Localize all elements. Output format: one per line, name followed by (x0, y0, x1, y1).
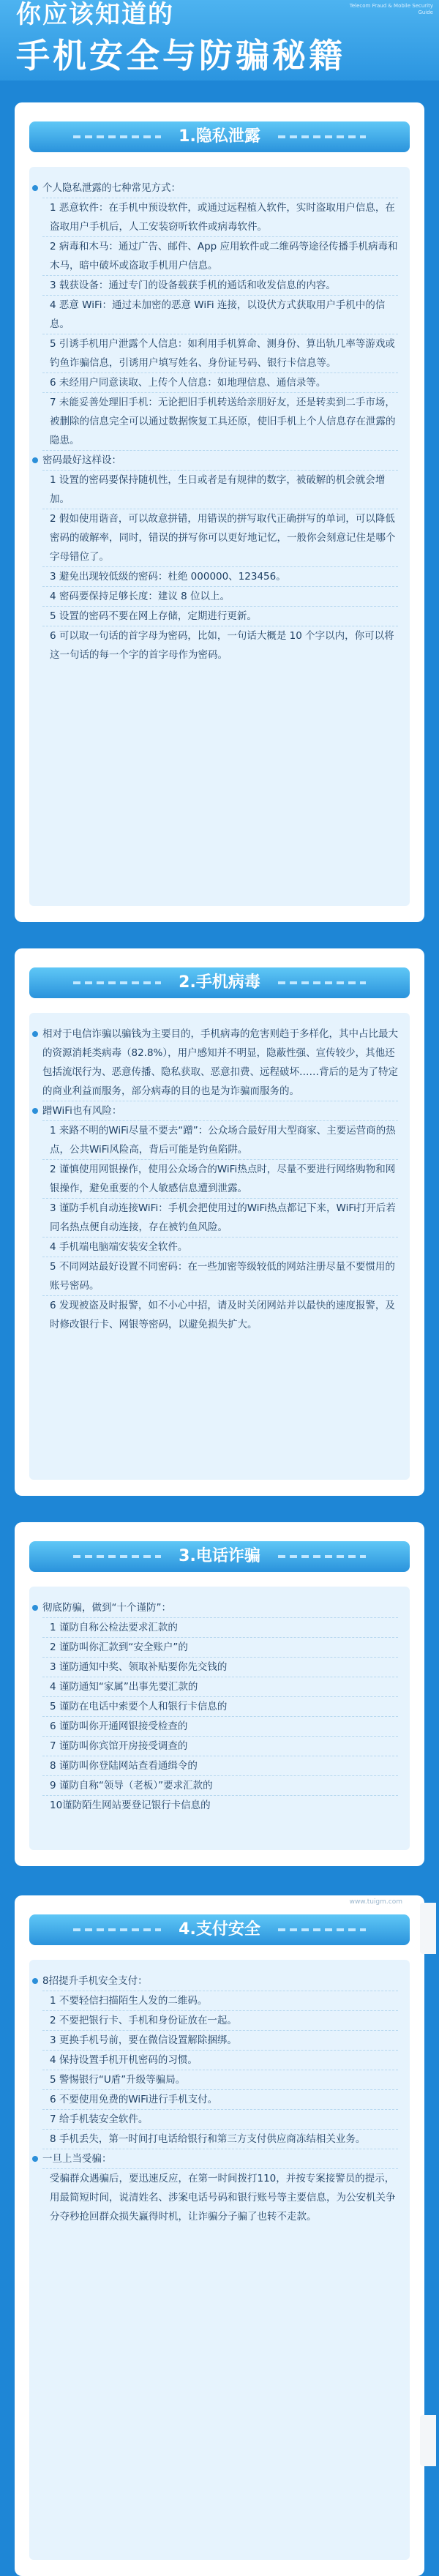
title-decoration (278, 1555, 366, 1558)
list-item: 1 谨防自称公检法要求汇款的 (42, 1618, 398, 1638)
list-item: 4 恶意 WiFi：通过未加密的恶意 WiFi 连接，以设伏方式获取用户手机中的信息。 (42, 296, 398, 334)
list-item: 6 可以取一句话的首字母为密码，比如，一句话大概是 10 个字以内，你可以将这一句话的每一个字的首字母作为密码。 (50, 630, 394, 661)
title-decoration (278, 1928, 366, 1931)
list-item: 7 未能妥善处理旧手机：无论把旧手机转送给亲朋好友，还是转卖到二手市场，被删除的信息完全可以通过数据恢复工具还原，使旧手机上个人信息存在泄露的隐患。 (42, 393, 398, 451)
header-kicker: 你应该知道的 (16, 0, 174, 29)
list-item: 7 谨防叫你宾馆开房接受调查的 (42, 1737, 398, 1756)
side-tab (420, 1903, 436, 1954)
list-item: 4 谨防通知“家属”出事先要汇款的 (42, 1677, 398, 1697)
section-title: 4.支付安全 (179, 1920, 260, 1939)
list-item: 5 谨防在电话中索要个人和银行卡信息的 (42, 1697, 398, 1717)
section-payment-security (15, 1895, 424, 2576)
title-decoration (73, 981, 161, 984)
section-panel (29, 167, 410, 906)
section-heading-bullet: 彻底防骗，做到“十个谨防”： (42, 1598, 398, 1618)
page-title: 手机安全与防骗秘籍 (16, 36, 345, 75)
section-content (42, 1598, 398, 1815)
list-item: 6 谨防叫你开通网银接受检查的 (42, 1717, 398, 1737)
watermark: www.tuigm.com (349, 1898, 402, 1906)
section-heading-bullet: 相对于电信诈骗以骗钱为主要目的，手机病毒的危害则趋于多样化，其中占比最大的资源消耗类病毒（82.8%），用户感知并不明显，隐蔽性强、宣传较少，其他还包括流氓行为、恶意传播、隐私获取、恶意扣费、远程破坏……背后的是为了特定的商业利益而服务，部分病毒的目的也是为诈骗而服务的。 (42, 1025, 398, 1101)
page-header (0, 0, 439, 80)
list-item: 5 引诱手机用户泄露个人信息：如利用手机算命、测身份、算出轨几率等游戏或钓鱼诈骗信息，引诱用户填写姓名、身份证号码、银行卡信息等。 (42, 334, 398, 373)
list-item: 4 保持设置手机开机密码的习惯。 (42, 2051, 398, 2070)
section-title-bar (29, 121, 410, 152)
section-heading-bullet: 蹭WiFi也有风险： (42, 1101, 398, 1121)
title-decoration (278, 135, 366, 138)
section-phone-fraud (15, 1522, 424, 1866)
section-panel (29, 1013, 410, 1480)
list-item: 1 设置的密码要保持随机性，生日或者是有规律的数字，被破解的机会就会增加。 (42, 471, 398, 509)
section-heading-bullet: 个人隐私泄露的七种常见方式： (42, 179, 398, 198)
section-content (42, 1972, 398, 2226)
section-content (42, 1025, 398, 1334)
list-item: 3 更换手机号前，要在微信设置解除捆绑。 (42, 2031, 398, 2051)
list-item: 1 来路不明的WiFi尽量不要去“蹭”：公众场合最好用大型商家、主要运营商的热点，公共WiFi风险高，背后可能是钓鱼陷阱。 (42, 1121, 398, 1160)
title-decoration (278, 981, 366, 984)
title-decoration (73, 1928, 161, 1931)
title-decoration (73, 1555, 161, 1558)
list-item: 2 谨防叫你汇款到“安全账户”的 (42, 1638, 398, 1658)
section-phone-virus (15, 948, 424, 1496)
section-content (42, 179, 398, 664)
side-tab (420, 2415, 436, 2466)
list-item: 8 谨防叫你登陆网站查看通缉令的 (42, 1756, 398, 1776)
section-privacy-leak (15, 102, 424, 922)
list-item: 4 密码要保持足够长度：建议 8 位以上。 (42, 587, 398, 607)
section-heading-bullet: 一旦上当受骗： (42, 2149, 398, 2169)
list-item: 5 警惕银行“U盾”升级等骗局。 (42, 2070, 398, 2090)
section-title-bar (29, 1541, 410, 1572)
list-item: 1 恶意软件：在手机中预设软件，或通过远程植入软件，实时盗取用户信息，在盗取用户手机后，人工安装窃听软件或病毒软件。 (42, 198, 398, 237)
section-title: 2.手机病毒 (179, 973, 260, 992)
list-item: 2 假如使用谐音，可以故意拼错，用错误的拼写取代正确拼写的单词，可以降低密码的破解率，同时，错误的拼写你可以更好地记忆，一般你会刻意记住是哪个字母错位了。 (42, 509, 398, 567)
list-item: 4 手机端电脑端安装安全软件。 (42, 1238, 398, 1257)
list-item: 2 不要把银行卡、手机和身份证放在一起。 (42, 2011, 398, 2031)
section-heading-bullet: 密码最好这样设： (42, 451, 398, 471)
section-panel (29, 1960, 410, 2560)
list-item: 9 谨防自称“领导（老板）”要求汇款的 (42, 1776, 398, 1796)
list-item: 8 手机丢失，第一时间打电话给银行和第三方支付供应商冻结相关业务。 (42, 2130, 398, 2149)
header-corner-note: Telecom Fraud & Mobile Security Guide (349, 3, 433, 15)
list-item: 7 给手机装安全软件。 (42, 2110, 398, 2130)
list-item: 10谨防陌生网站要登记银行卡信息的 (50, 1800, 211, 1811)
title-decoration (73, 135, 161, 138)
section-panel (29, 1587, 410, 1850)
list-item: 6 未经用户同意读取、上传个人信息：如地理信息、通信录等。 (42, 373, 398, 393)
list-item: 5 不同网站最好设置不同密码：在一些加密等级较低的网站注册尽量不要惯用的账号密码。 (42, 1257, 398, 1296)
list-item: 6 不要使用免费的WiFi进行手机支付。 (42, 2090, 398, 2110)
section-heading-bullet: 8招提升手机安全支付： (42, 1972, 398, 1991)
list-item: 6 发现被盗及时报警，如不小心中招，请及时关闭网站并以最快的速度报警，及时修改银行卡、网银等密码，以避免损失扩大。 (50, 1300, 395, 1330)
section-title: 1.隐私泄露 (179, 127, 260, 146)
list-item: 3 载获设备：通过专门的设备载获手机的通话和收发信息的内容。 (42, 276, 398, 296)
section-title-bar (29, 967, 410, 998)
list-item: 2 病毒和木马：通过广告、邮件、App 应用软件或二维码等途径传播手机病毒和木马，暗中破坏或盗取手机用户信息。 (42, 237, 398, 276)
list-item: 3 谨防手机自动连接WiFi：手机会把使用过的WiFi热点都记下来，WiFi打开后若同名热点便自动连接，存在被钓鱼风险。 (42, 1199, 398, 1238)
list-item: 3 避免出现较低级的密码：杜绝 000000、123456。 (42, 567, 398, 587)
list-item: 受骗群众遇骗后，要迅速反应，在第一时间拨打110，并按专案接警员的提示，用最简短时间，说清姓名、涉案电话号码和银行账号等主要信息，为公安机关争分夺秒抢回群众损失赢得时机，让诈骗分子骗了也转不走款。 (50, 2173, 396, 2223)
section-title-bar (29, 1914, 410, 1945)
list-item: 1 不要轻信扫描陌生人发的二维码。 (42, 1991, 398, 2011)
list-item: 2 谨慎使用网银操作，使用公众场合的WiFi热点时，尽量不要进行网络购物和网银操作，避免重要的个人敏感信息遭到泄露。 (42, 1160, 398, 1199)
list-item: 5 设置的密码不要在网上存储，定期进行更新。 (42, 607, 398, 626)
list-item: 3 谨防通知中奖、领取补贴要你先交钱的 (42, 1658, 398, 1677)
section-title: 3.电话诈骗 (179, 1547, 260, 1565)
